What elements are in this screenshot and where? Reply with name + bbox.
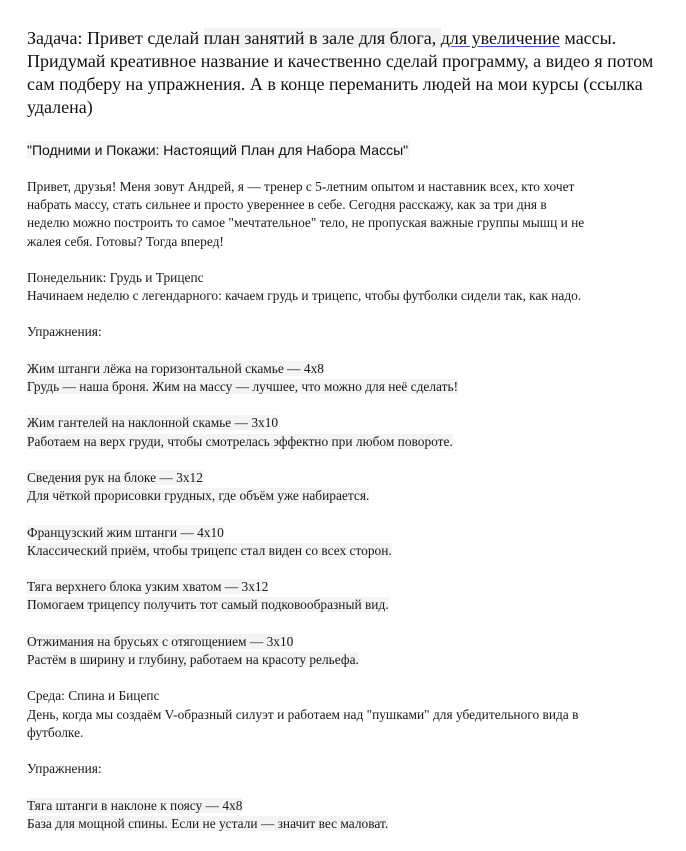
exercise-item [27,578,657,614]
exercises-label: Упражнения: [27,324,102,340]
task-text-end: массы. Придумай креативное название и качественно сделай программу, а видео я потом сам подберу на упражнения. А в конце переманить людей на мои курсы (ссылка удалена) [27,28,654,117]
task-text-start: Задача: Привет сделай [27,28,204,48]
exercise-item [27,797,657,833]
intro-paragraph [27,178,657,251]
exercise-name [27,633,657,651]
monday-description: Начинаем неделю с легендарного: качаем грудь и трицепс, чтобы футболки сидели так, как надо. [27,288,582,304]
exercise-name-text: Сведения рук на блоке — 3x12 [27,469,203,485]
exercise-name [27,360,657,378]
exercise-name [27,469,657,487]
exercise-description-text: База для мощной спины. Если не устали — значит вес маловат. [27,815,389,831]
exercise-item [27,469,657,505]
exercise-name-text: Французский жим штанги — 4x10 [27,524,224,540]
exercise-description-text: Растём в ширину и глубину, работаем на красоту рельефа. [27,651,359,667]
exercise-name [27,414,657,432]
exercise-item [27,414,657,450]
intro-line: набрать массу, стать сильнее и просто увереннее в себе. Сегодня расскажу, как за три дня в [27,197,547,213]
wednesday-heading: Среда: Спина и Бицепс [27,688,160,704]
exercise-description [27,487,657,505]
exercise-description-text: Работаем на верх груди, чтобы смотрелась эффектно при любом повороте. [27,433,453,449]
exercise-name-text: Тяга штанги в наклоне к поясу — 4x8 [27,797,243,813]
monday-section [27,269,657,305]
exercise-description-text: Грудь — наша броня. Жим на массу — лучшее, что можно для неё сделать! [27,379,459,394]
exercise-description [27,542,657,560]
exercises-label-block [27,323,657,341]
exercise-name [27,797,657,815]
wednesday-description-line: День, когда мы создаём V-образный силуэт и работаем над "пушками" для убедительного вида в [27,706,579,722]
exercise-description-text: Помогаем трицепсу получить тот самый подковообразный вид. [27,597,389,613]
document [27,27,657,851]
wednesday-description-line: футболке. [27,724,84,740]
task-paragraph [27,27,657,119]
exercise-name-text: Отжимания на брусьях с отягощением — 3x10 [27,633,294,649]
intro-line: Привет, друзья! Меня зовут Андрей, я — тренер с 5-летним опытом и наставник всех, кто хочет [27,179,575,194]
exercise-description [27,815,657,833]
exercise-name [27,578,657,596]
exercise-name-text: Жим гантелей на наклонной скамье — 3x10 [27,415,279,431]
exercise-description-text: Для чёткой прорисовки грудных, где объём уже набирается. [27,488,370,504]
exercises-label-block [27,760,657,778]
exercise-description [27,596,657,614]
exercise-description [27,378,657,396]
exercise-name-text: Жим штанги лёжа на горизонтальной скамье — 4x8 [27,360,324,376]
task-text-underlined: для увеличение [440,28,560,48]
wednesday-section [27,687,657,742]
plan-title: "Подними и Покажи: Настоящий План для Набора Массы" [27,142,409,158]
monday-heading: Понедельник: Грудь и Трицепс [27,269,204,285]
exercise-item [27,633,657,669]
task-text-highlight: план занятий в зале для блога, [203,28,441,48]
exercise-description-text: Классический приём, чтобы трицепс стал виден со всех сторон. [27,542,392,558]
exercise-name-text: Тяга верхнего блока узким хватом — 3x12 [27,579,269,595]
exercise-item [27,360,657,396]
exercise-name [27,524,657,542]
intro-line: жалея себя. Готовы? Тогда вперед! [27,233,224,249]
intro-line: неделю можно построить то самое "мечтательное" тело, не пропуская важные группы мышц и не [27,215,585,231]
exercise-description [27,651,657,669]
exercise-description [27,433,657,451]
exercise-item [27,524,657,560]
exercises-label: Упражнения: [27,761,102,777]
